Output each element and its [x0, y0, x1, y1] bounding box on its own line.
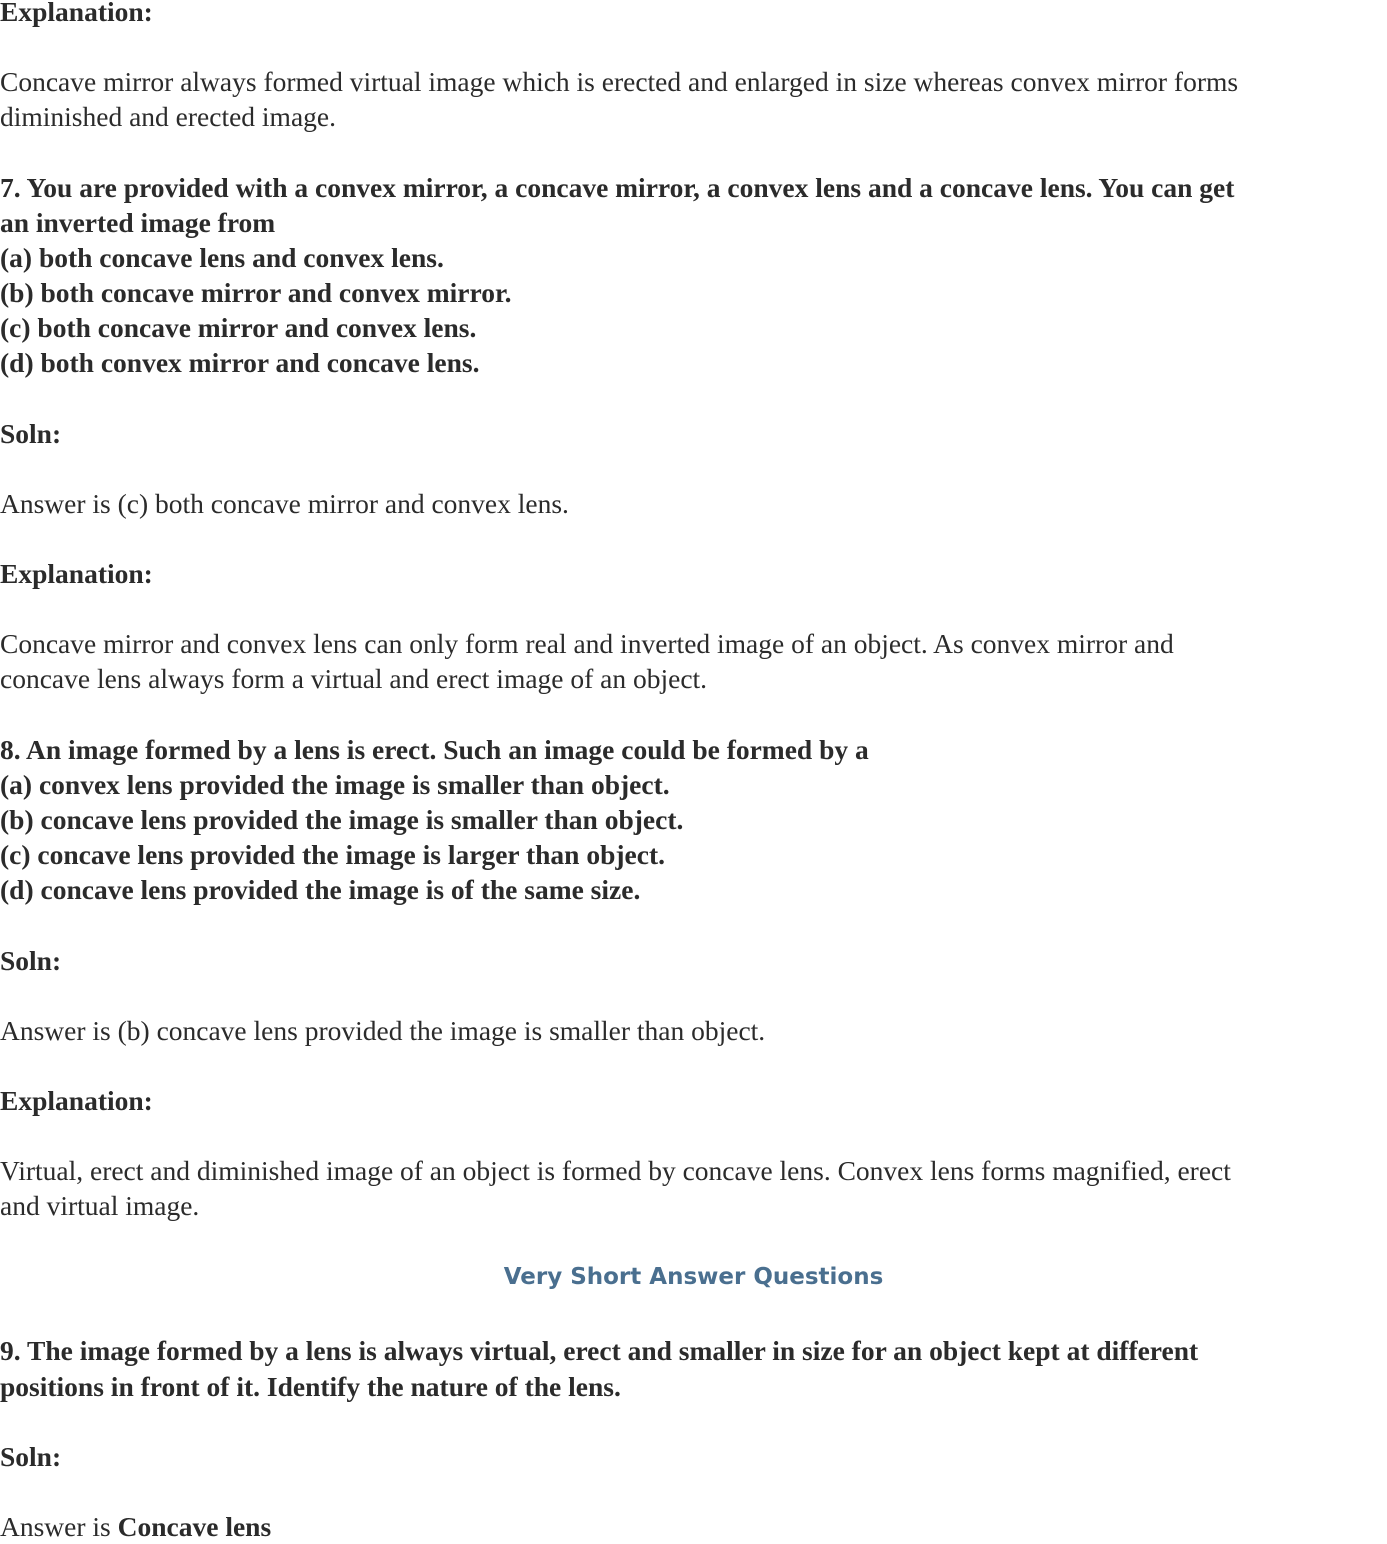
q7-soln-label: Soln: [0, 418, 62, 449]
q7-option-c: (c) both concave mirror and convex lens. [0, 312, 477, 343]
q8-explanation-heading: Explanation: [0, 1085, 153, 1116]
question-9-line: positions in front of it. Identify the nature of the lens. [0, 1371, 621, 1402]
q7-option-a: (a) both concave lens and convex lens. [0, 242, 444, 273]
q8-option-b: (b) concave lens provided the image is smaller than object. [0, 804, 684, 835]
explanation-heading: Explanation: [0, 0, 153, 27]
q9-soln-label: Soln: [0, 1441, 62, 1472]
q7-explanation-heading: Explanation: [0, 558, 153, 589]
q7-option-d: (d) both convex mirror and concave lens. [0, 347, 480, 378]
q9-answer-value: Concave lens [117, 1511, 272, 1542]
q8-option-c: (c) concave lens provided the image is larger than object. [0, 839, 665, 870]
q7-answer: Answer is (c) both concave mirror and convex lens. [0, 488, 569, 519]
question-7-line: an inverted image from [0, 207, 276, 238]
question-8-line: 8. An image formed by a lens is erect. Such an image could be formed by a [0, 734, 869, 765]
q7-explanation-line: Concave mirror and convex lens can only form real and inverted image of an object. As convex mirror and [0, 628, 1174, 659]
q8-answer: Answer is (b) concave lens provided the image is smaller than object. [0, 1015, 766, 1046]
q7-option-b: (b) both concave mirror and convex mirror. [0, 277, 512, 308]
explanation-text-line: diminished and erected image. [0, 101, 336, 132]
q8-option-d: (d) concave lens provided the image is of the same size. [0, 874, 641, 905]
q8-option-a: (a) convex lens provided the image is smaller than object. [0, 769, 670, 800]
q9-answer [0, 1509, 271, 1544]
q8-explanation-line: and virtual image. [0, 1190, 200, 1221]
q9-answer-prefix: Answer is [0, 1511, 118, 1542]
q7-explanation-line: concave lens always form a virtual and erect image of an object. [0, 663, 708, 694]
q8-soln-label: Soln: [0, 945, 62, 976]
section-heading: Very Short Answer Questions [503, 1264, 884, 1290]
q8-explanation-line: Virtual, erect and diminished image of an object is formed by concave lens. Convex lens forms magnified, erect [0, 1155, 1231, 1186]
question-7-line: 7. You are provided with a convex mirror, a concave mirror, a convex lens and a concave lens. You can get [0, 172, 1235, 203]
explanation-text-line: Concave mirror always formed virtual image which is erected and enlarged in size whereas convex mirror forms [0, 66, 1239, 97]
question-9-line: 9. The image formed by a lens is always virtual, erect and smaller in size for an object kept at different [0, 1335, 1199, 1366]
